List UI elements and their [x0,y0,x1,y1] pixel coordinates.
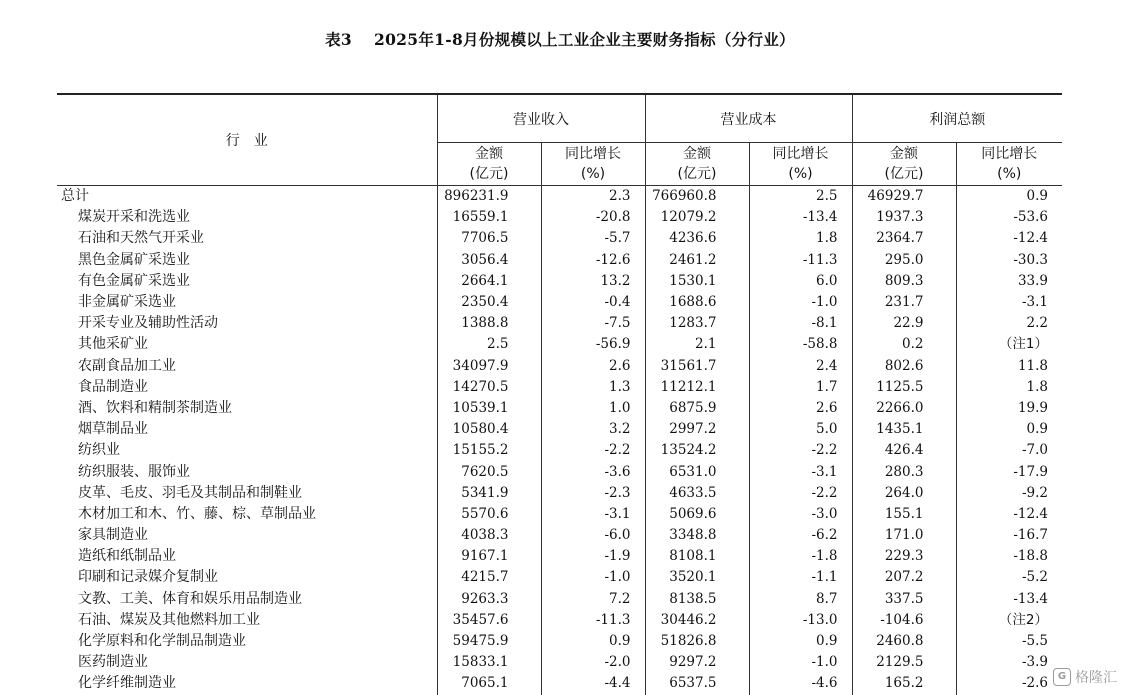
revenue-amount-cell: 7065.1 [437,673,541,694]
cost-growth-cell: 6.0 [749,271,852,292]
cost-amount-header: 金额 (亿元) [645,143,749,186]
cost-amount-cell: 6537.5 [645,673,749,694]
revenue-growth-cell: -4.4 [541,673,645,694]
cost-amount-cell: 6531.0 [645,461,749,482]
revenue-amount-cell: 15155.2 [437,440,541,461]
industry-name: 黑色金属矿采选业 [78,251,190,268]
revenue-growth-cell: -12.6 [541,250,645,271]
industry-name: 印刷和记录媒介复制业 [78,569,218,586]
industry-name: 石油、煤炭及其他燃料加工业 [78,611,260,628]
cost-growth-cell: 8.7 [749,589,852,610]
revenue-amount-cell: 7706.5 [437,228,541,249]
revenue-amount-cell: 3056.4 [437,250,541,271]
industry-name: 烟草制品业 [78,421,148,438]
revenue-amount-cell: 7620.5 [437,461,541,482]
revenue-growth-cell: -0.4 [541,292,645,313]
profit-growth-cell: -12.4 [956,228,1062,249]
table-row [57,610,1062,631]
industry-name: 造纸和纸制品业 [78,548,176,565]
table-row [57,631,1062,652]
profit-growth-cell: 33.9 [956,271,1062,292]
revenue-growth-cell: -11.3 [541,610,645,631]
cost-growth-cell: -13.0 [749,610,852,631]
cost-growth-cell: 1.8 [749,228,852,249]
cost-growth-cell: -1.8 [749,546,852,567]
table-title: 2025年1-8月份规模以上工业企业主要财务指标（分行业） [374,30,795,49]
table-row [57,589,1062,610]
profit-group-header: 利润总额 [852,94,1062,143]
industry-name: 石油和天然气开采业 [78,230,204,247]
table-number: 表3 [325,30,353,49]
industry-name: 纺织服装、服饰业 [78,463,190,480]
revenue-growth-cell: -3.1 [541,504,645,525]
cost-amount-cell: 11212.1 [645,377,749,398]
table-row [57,525,1062,546]
profit-growth-cell: -9.2 [956,483,1062,504]
cost-growth-cell: -1.0 [749,652,852,673]
industry-name: 酒、饮料和精制茶制造业 [78,399,232,416]
profit-growth-cell: -12.4 [956,504,1062,525]
industry-name: 化学纤维制造业 [78,675,176,692]
table-row [57,228,1062,249]
cost-amount-cell: 6875.9 [645,398,749,419]
cost-amount-cell: 766960.8 [645,186,749,208]
revenue-growth-cell: 2.6 [541,356,645,377]
table-body [57,186,1062,695]
profit-amount-cell: 229.3 [852,546,956,567]
industry-name: 农副食品加工业 [78,357,176,374]
industry-name: 煤炭开采和洗选业 [78,209,190,226]
cost-growth-cell: -13.4 [749,207,852,228]
revenue-amount-cell: 5341.9 [437,483,541,504]
revenue-growth-cell: -2.0 [541,652,645,673]
profit-amount-cell: 165.2 [852,673,956,694]
cost-amount-cell: 1530.1 [645,271,749,292]
revenue-group-header: 营业收入 [437,94,645,143]
profit-growth-cell: -5.5 [956,631,1062,652]
profit-growth-header: 同比增长 (%) [956,143,1062,186]
cost-growth-cell: 2.6 [749,398,852,419]
profit-growth-cell: -3.9 [956,652,1062,673]
cost-group-header: 营业成本 [645,94,852,143]
revenue-growth-cell: -3.6 [541,461,645,482]
cost-growth-cell: -3.0 [749,504,852,525]
cost-amount-cell: 4236.6 [645,228,749,249]
table-row [57,652,1062,673]
table-row [57,483,1062,504]
industry-name: 总计 [57,186,437,208]
profit-amount-cell: 1435.1 [852,419,956,440]
profit-amount-cell: 809.3 [852,271,956,292]
table-row [57,377,1062,398]
revenue-growth-cell: 13.2 [541,271,645,292]
revenue-amount-cell: 9263.3 [437,589,541,610]
table-header [57,94,1062,186]
cost-growth-cell: 2.5 [749,186,852,208]
cost-amount-cell: 13524.2 [645,440,749,461]
cost-growth-cell: -4.6 [749,673,852,694]
cost-growth-cell: -1.0 [749,292,852,313]
revenue-growth-cell: -2.3 [541,483,645,504]
cost-growth-cell: -1.1 [749,567,852,588]
industry-name: 皮革、毛皮、羽毛及其制品和制鞋业 [78,484,302,501]
table-row [57,250,1062,271]
table-row [57,419,1062,440]
profit-growth-cell: 19.9 [956,398,1062,419]
profit-amount-cell: 1937.3 [852,207,956,228]
profit-amount-cell: 171.0 [852,525,956,546]
industry-name: 化学原料和化学制品制造业 [78,633,246,650]
cost-amount-cell: 8108.1 [645,546,749,567]
profit-amount-cell: 46929.7 [852,186,956,208]
revenue-growth-cell: -2.2 [541,440,645,461]
table-row [57,567,1062,588]
revenue-growth-cell: -1.9 [541,546,645,567]
profit-growth-cell: -17.9 [956,461,1062,482]
industry-name: 其他采矿业 [78,336,148,353]
table-row [57,546,1062,567]
industry-name: 文教、工美、体育和娱乐用品制造业 [78,590,302,607]
cost-amount-cell: 31561.7 [645,356,749,377]
profit-amount-cell: 207.2 [852,567,956,588]
page-title [0,28,1120,50]
revenue-growth-cell: -20.8 [541,207,645,228]
table-row [57,334,1062,355]
profit-growth-cell: -53.6 [956,207,1062,228]
cost-growth-cell: -3.1 [749,461,852,482]
profit-growth-cell: （注1） [956,334,1062,355]
profit-growth-cell: -5.2 [956,567,1062,588]
cost-amount-cell: 8138.5 [645,589,749,610]
revenue-growth-cell: -6.0 [541,525,645,546]
industry-name: 有色金属矿采选业 [78,272,190,289]
profit-growth-cell: 11.8 [956,356,1062,377]
profit-growth-cell: （注2） [956,610,1062,631]
cost-growth-cell: 1.7 [749,377,852,398]
profit-growth-cell: -3.1 [956,292,1062,313]
revenue-amount-cell: 14270.5 [437,377,541,398]
revenue-amount-cell: 4038.3 [437,525,541,546]
industry-header: 行 业 [225,133,268,149]
revenue-growth-cell: 0.9 [541,631,645,652]
profit-growth-cell: 2.2 [956,313,1062,334]
cost-amount-cell: 12079.2 [645,207,749,228]
revenue-amount-cell: 2664.1 [437,271,541,292]
revenue-growth-header: 同比增长 (%) [541,143,645,186]
cost-growth-cell: 2.4 [749,356,852,377]
profit-amount-cell: 22.9 [852,313,956,334]
profit-amount-cell: 295.0 [852,250,956,271]
revenue-growth-cell: 1.3 [541,377,645,398]
cost-growth-cell: -58.8 [749,334,852,355]
profit-growth-cell: -2.6 [956,673,1062,694]
profit-amount-cell: -104.6 [852,610,956,631]
cost-amount-cell: 9297.2 [645,652,749,673]
profit-growth-cell: -30.3 [956,250,1062,271]
profit-growth-cell: -18.8 [956,546,1062,567]
profit-amount-cell: 2266.0 [852,398,956,419]
industry-name: 木材加工和木、竹、藤、棕、草制品业 [78,505,316,522]
revenue-growth-cell: 1.0 [541,398,645,419]
cost-amount-cell: 3520.1 [645,567,749,588]
cost-growth-cell: -2.2 [749,440,852,461]
revenue-amount-cell: 896231.9 [437,186,541,208]
table-row [57,292,1062,313]
industry-name: 医药制造业 [78,654,148,671]
profit-amount-cell: 426.4 [852,440,956,461]
financial-indicators-table [57,93,1062,695]
table-row [57,398,1062,419]
revenue-amount-cell: 2350.4 [437,292,541,313]
revenue-growth-cell: -1.0 [541,567,645,588]
cost-growth-cell: -11.3 [749,250,852,271]
profit-growth-cell: 1.8 [956,377,1062,398]
revenue-amount-cell: 10580.4 [437,419,541,440]
revenue-growth-cell: -7.5 [541,313,645,334]
profit-amount-cell: 802.6 [852,356,956,377]
revenue-amount-cell: 59475.9 [437,631,541,652]
industry-name: 家具制造业 [78,527,148,544]
table-row [57,461,1062,482]
profit-amount-cell: 2364.7 [852,228,956,249]
profit-amount-cell: 0.2 [852,334,956,355]
profit-amount-header: 金额 (亿元) [852,143,956,186]
cost-growth-cell: -2.2 [749,483,852,504]
cost-amount-cell: 2997.2 [645,419,749,440]
watermark [1053,667,1117,687]
revenue-growth-cell: -56.9 [541,334,645,355]
revenue-growth-cell: 3.2 [541,419,645,440]
profit-amount-cell: 231.7 [852,292,956,313]
revenue-amount-cell: 5570.6 [437,504,541,525]
table-row [57,313,1062,334]
profit-amount-cell: 1125.5 [852,377,956,398]
revenue-amount-cell: 1388.8 [437,313,541,334]
industry-name: 食品制造业 [78,378,148,395]
cost-amount-cell: 1688.6 [645,292,749,313]
table-row [57,356,1062,377]
gelonghui-logo-icon: G [1053,668,1071,686]
revenue-amount-header: 金额 (亿元) [437,143,541,186]
table-row [57,673,1062,694]
revenue-growth-cell: -5.7 [541,228,645,249]
table-row [57,271,1062,292]
cost-amount-cell: 2461.2 [645,250,749,271]
profit-growth-cell: 0.9 [956,186,1062,208]
industry-name: 纺织业 [78,442,120,459]
profit-amount-cell: 264.0 [852,483,956,504]
cost-growth-cell: -8.1 [749,313,852,334]
revenue-growth-cell: 2.3 [541,186,645,208]
profit-growth-cell: 0.9 [956,419,1062,440]
cost-amount-cell: 3348.8 [645,525,749,546]
cost-amount-cell: 2.1 [645,334,749,355]
revenue-amount-cell: 9167.1 [437,546,541,567]
profit-amount-cell: 337.5 [852,589,956,610]
revenue-amount-cell: 15833.1 [437,652,541,673]
revenue-amount-cell: 16559.1 [437,207,541,228]
cost-growth-cell: 5.0 [749,419,852,440]
revenue-amount-cell: 2.5 [437,334,541,355]
profit-growth-cell: -16.7 [956,525,1062,546]
profit-amount-cell: 2129.5 [852,652,956,673]
revenue-amount-cell: 35457.6 [437,610,541,631]
total-row [57,186,1062,208]
profit-growth-cell: -7.0 [956,440,1062,461]
table-row [57,504,1062,525]
industry-name: 开采专业及辅助性活动 [78,315,218,332]
cost-amount-cell: 5069.6 [645,504,749,525]
profit-amount-cell: 280.3 [852,461,956,482]
cost-amount-cell: 1283.7 [645,313,749,334]
table-row [57,440,1062,461]
revenue-amount-cell: 4215.7 [437,567,541,588]
table-row [57,207,1062,228]
revenue-growth-cell: 7.2 [541,589,645,610]
profit-amount-cell: 155.1 [852,504,956,525]
cost-growth-cell: 0.9 [749,631,852,652]
cost-growth-header: 同比增长 (%) [749,143,852,186]
industry-name: 非金属矿采选业 [78,294,176,311]
revenue-amount-cell: 34097.9 [437,356,541,377]
cost-amount-cell: 51826.8 [645,631,749,652]
watermark-text: 格隆汇 [1075,670,1117,686]
cost-amount-cell: 30446.2 [645,610,749,631]
cost-amount-cell: 4633.5 [645,483,749,504]
revenue-amount-cell: 10539.1 [437,398,541,419]
profit-amount-cell: 2460.8 [852,631,956,652]
profit-growth-cell: -13.4 [956,589,1062,610]
cost-growth-cell: -6.2 [749,525,852,546]
